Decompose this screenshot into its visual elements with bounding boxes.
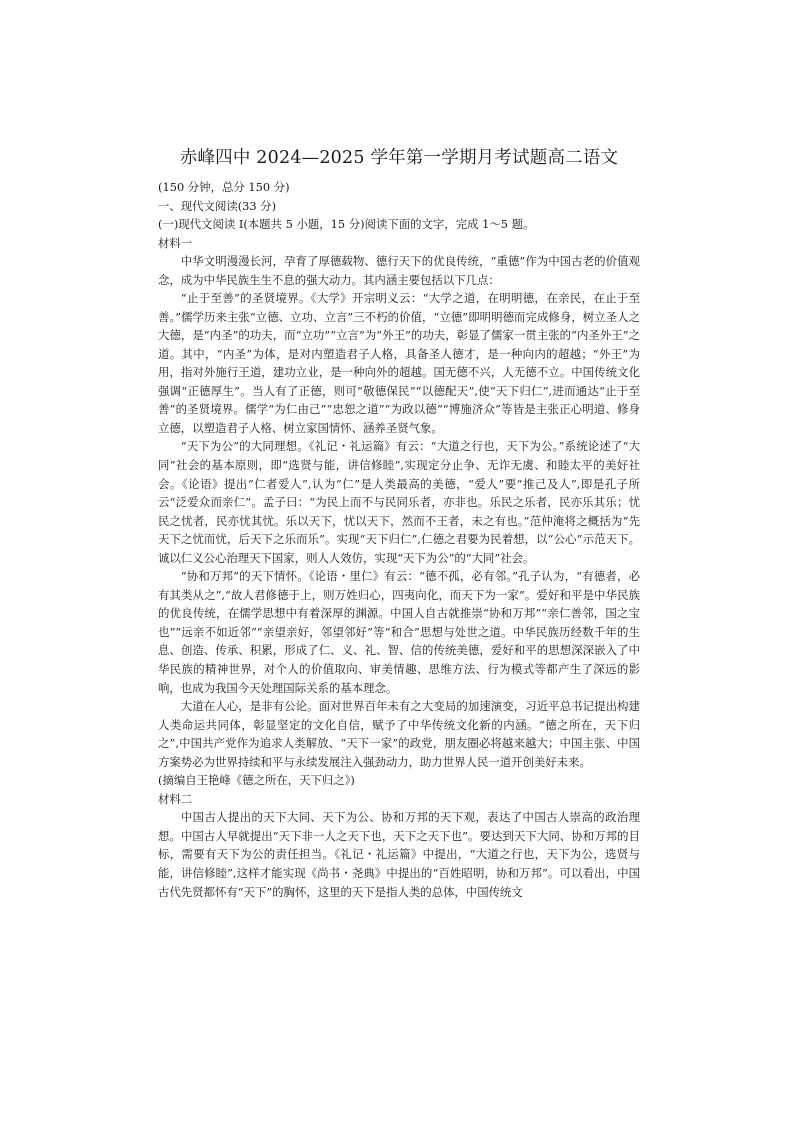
material-2-paragraph: 中国古人提出的天下大同、天下为公、协和万邦的天下观，表达了中国古人崇高的政治理想。中国古人早就提出“天下非一人之天下也，天下之天下也”。要达到天下大同、协和万邦的目标，需要有天下为公的责任担当。《礼记・礼运篇》中提出，“大道之行也，天下为公，选贤与能，讲信修睦”,这样才能实现《尚书・尧典》中提出的“百姓昭明，协和万邦”。可以看出，中国古代先贤都怀有“天下”的胸怀，这里的天下是指人类的总体，中国传统文	[158, 810, 640, 899]
exam-meta: (150 分钟，总分 150 分)	[158, 180, 290, 194]
section-heading: 一、现代文阅读(33 分)	[158, 198, 277, 213]
material-1-paragraph: “协和万邦”的天下情怀。《论语・里仁》有云：“德不孤，必有邻。”孔子认为，“有德者，必有其类从之”,“故人君修德于上，则万姓归心，四夷向化，而天下为一家”。爱好和平是中华民族的优良传统，在儒学思想中有着深厚的渊源。中国人自古就推崇“协和万邦”“亲仁善邻，国之宝也”“远亲不如近邻”“亲望亲好，邻望邻好”等“和合”思想与处世之道。中华民族历经数千年的生息、创造、传承、积累，形成了仁、义、礼、智、信的传统美德，爱好和平的思想深深嵌入了中华民族的精神世界，对个人的价值取向、审美情趣、思维方法、行为模式等都产生了深远的影响，也成为我国今天处理国际关系的基本理念。	[158, 569, 640, 695]
subsection-heading: (一)现代文阅读 I(本题共 5 小题，15 分)阅读下面的文字，完成 1～5 题。	[158, 217, 535, 231]
material-1-paragraph: 中华文明漫漫长河，孕育了厚德载物、德行天下的优良传统，“重德”作为中国古老的价值观念，成为中华民族生生不息的强大动力。其内涵主要包括以下几点：	[158, 254, 640, 287]
material-1-source: (摘编自王艳峰《德之所在，天下归之》)	[158, 773, 355, 788]
material-1-paragraph: “天下为公”的大同理想。《礼记・礼运篇》有云：“大道之行也，天下为公。”系统论述了“大同”社会的基本原则，即“选贤与能，讲信修睦”,实现定分止争、无诈无虞、和睦太平的美好社会。《论语》提出“仁者爱人”,认为“仁”是人类最高的美德，“爱人”要“推己及人”,即是孔子所云“泛爱众而亲仁”。孟子曰：“为民上而不与民同乐者，亦非也。乐民之乐者，民亦乐其乐；忧民之忧者，民亦忧其忧。乐以天下，忧以天下，然而不王者，未之有也。”范仲淹将之概括为“先天下之忧而忧，后天下之乐而乐”。实现“天下归仁”,仁德之君要为民着想，以“公心”示范天下。诚以仁义公心治理天下国家，则人人效仿，实现“天下为公”的“大同”社会。	[158, 439, 640, 565]
material-1-paragraph: “止于至善”的圣贤境界。《大学》开宗明义云：“大学之道，在明明德，在亲民，在止于至善。”儒学历来主张“立德、立功、立言”三不朽的价值，“立德”即明明德而完成修身，树立圣人之大德，是“内圣”的功夫，而“立功”“立言”为“外王”的功夫，彰显了儒家一贯主张的“内圣外王”之道。其中，“内圣”为体，是对内塑造君子人格，具备圣人德才，是一种向内的超越；“外王”为用，指对外施行王道，建功立业，是一种向外的超越。国无德不兴，人无德不立。中国传统文化强调“正德厚生”。当人有了正德，则可“敬德保民”“以德配天”,使“天下归仁”,进而通达“止于至善”的圣贤境界。儒学“为仁由己”“忠恕之道”“为政以德”“博施济众”等皆是主张正心明道、修身立德，以塑造君子人格、树立家国情怀、涵养圣贤气象。	[158, 291, 640, 435]
material-1-label: 材料一	[158, 235, 193, 250]
exam-content	[158, 146, 640, 901]
exam-title: 赤峰四中 2024—2025 学年第一学期月考试题高二语文	[179, 148, 619, 168]
material-1-paragraph: 大道在人心，是非有公论。面对世界百年未有之大变局的加速演变，习近平总书记提出构建人类命运共同体，彰显坚定的文化自信，赋予了中华传统文化新的内涵。“德之所在，天下归之”,中国共产党作为追求人类解放、“天下一家”的政党，朋友圈必将越来越大；中国主张、中国方案势必为世界持续和平与永续发展注入强劲动力，助力世界人民一道开创美好未来。	[158, 699, 640, 769]
material-2-label: 材料二	[158, 791, 193, 806]
